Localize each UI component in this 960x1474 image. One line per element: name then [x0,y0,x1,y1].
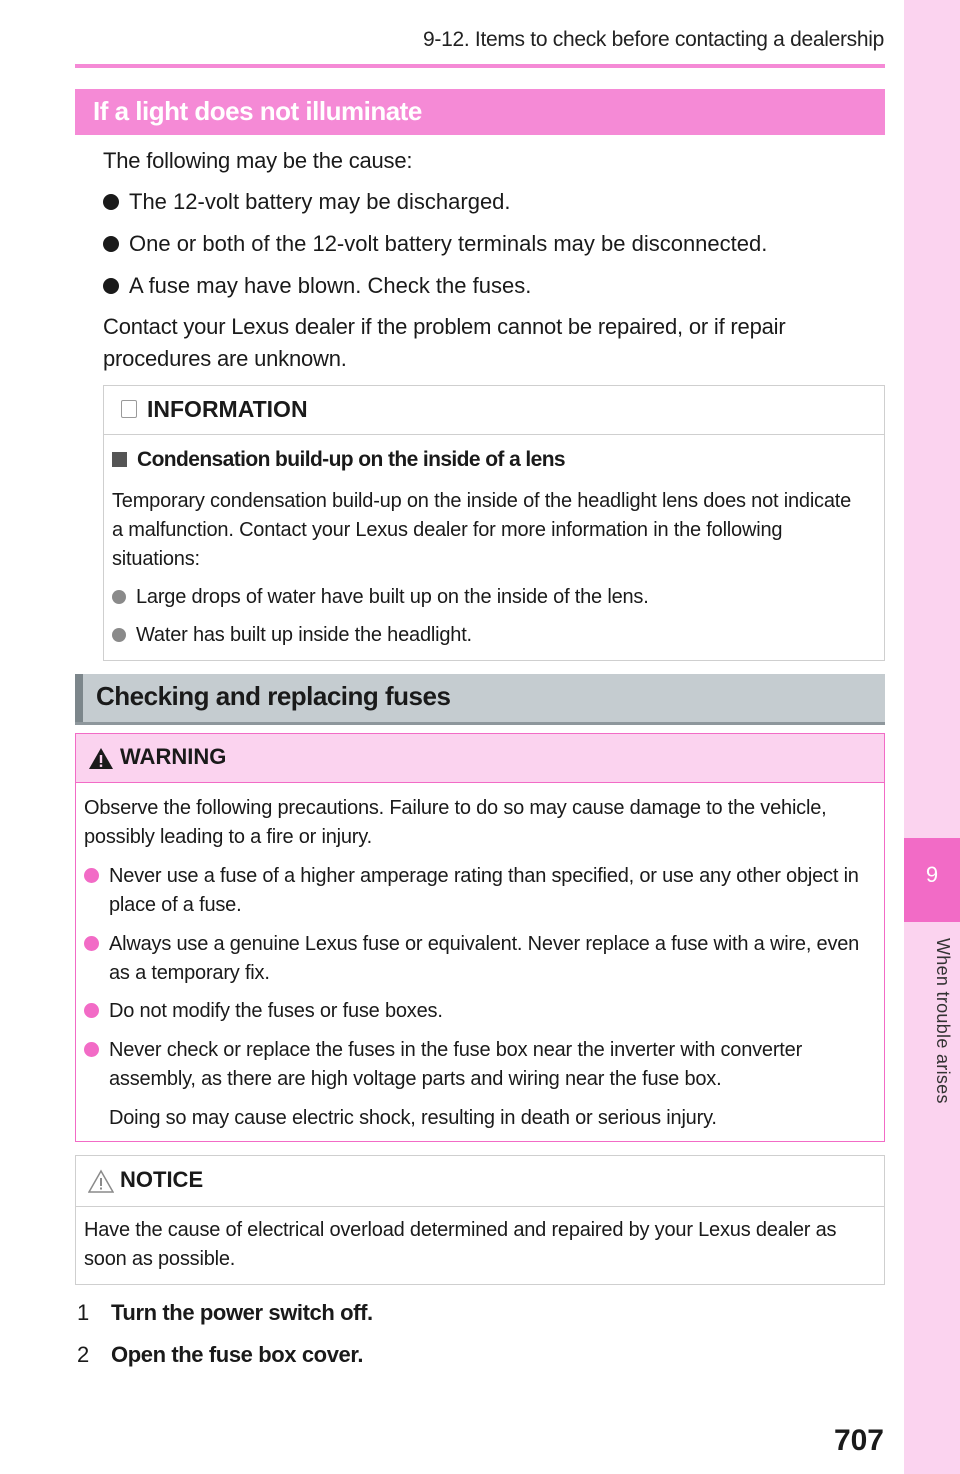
information-header [104,386,884,435]
notice-header [76,1156,884,1207]
warning-box [75,733,885,1142]
step-text: Open the fuse box cover. [111,1342,364,1367]
notice-line: soon as possible. [84,1248,236,1270]
section-heading-lights [75,89,885,135]
list-item: One or both of the 12-volt battery terminals may be disconnected. [103,228,767,260]
step-item [77,1339,363,1371]
list-item-continuation: as a temporary fix. [109,962,270,984]
list-item-continuation: place of a fuse. [109,894,242,916]
information-line: situations: [112,548,200,570]
bullet-icon [84,868,99,883]
bullet-icon [112,590,126,604]
step-number: 2 [77,1342,90,1367]
step-text: Turn the power switch off. [111,1300,373,1325]
chapter-number: 9 [925,862,939,887]
page-number: 707 [833,1424,884,1457]
document-icon [121,400,137,418]
list-item: Water has built up inside the headlight. [112,621,472,650]
information-box [103,385,885,661]
list-item: Never use a fuse of a higher amperage rating than specified, or use any other object in [84,862,859,891]
information-line: a malfunction. Contact your Lexus dealer for more information in the following [112,519,783,541]
warning-triangle-icon [88,746,114,770]
section-heading-fuses [75,674,885,725]
contact-text-line1: Contact your Lexus dealer if the problem cannot be repaired, or if repair [103,314,786,339]
notice-line: Have the cause of electrical overload determined and repaired by your Lexus dealer as [84,1219,837,1241]
list-item: Never check or replace the fuses in the fuse box near the inverter with converter [84,1036,802,1065]
list-item: A fuse may have blown. Check the fuses. [103,270,531,302]
information-title: INFORMATION [147,396,308,422]
list-item: The 12-volt battery may be discharged. [103,186,511,218]
bullet-icon [84,1003,99,1018]
side-tab [904,0,960,1474]
bullet-icon [103,236,119,252]
warning-followup: Doing so may cause electric shock, resulting in death or serious injury. [109,1107,717,1129]
step-number: 1 [77,1300,90,1325]
bullet-icon [103,278,119,294]
warning-intro-line: possibly leading to a fire or injury. [84,826,372,848]
list-item-continuation: assembly, as there are high voltage parts and wiring near the fuse box. [109,1068,722,1090]
information-subheading: Condensation build-up on the inside of a lens [112,445,565,474]
information-line: Temporary condensation build-up on the inside of the headlight lens does not indicate [112,490,852,512]
bullet-icon [84,936,99,951]
section-title: Checking and replacing fuses [96,681,451,711]
bullet-icon [112,628,126,642]
list-item: Large drops of water have built up on the inside of the lens. [112,583,649,612]
warning-outline-icon [88,1169,114,1193]
header-rule [75,64,885,68]
section-title: If a light does not illuminate [93,96,422,126]
warning-intro-line: Observe the following precautions. Failure to do so may cause damage to the vehicle, [84,797,827,819]
header-title: 9-12. Items to check before contacting a dealership [423,28,884,51]
notice-box [75,1155,885,1285]
step-item [77,1297,373,1329]
list-item: Always use a genuine Lexus fuse or equivalent. Never replace a fuse with a wire, even [84,930,859,959]
warning-header [76,734,884,783]
warning-title: WARNING [120,744,227,769]
square-bullet-icon [112,452,127,467]
notice-title: NOTICE [120,1167,204,1192]
bullet-icon [84,1042,99,1057]
list-item: Do not modify the fuses or fuse boxes. [84,997,443,1026]
intro-text: The following may be the cause: [103,148,413,173]
bullet-icon [103,194,119,210]
contact-text-line2: procedures are unknown. [103,346,347,371]
chapter-label: When trouble arises [933,938,953,1104]
